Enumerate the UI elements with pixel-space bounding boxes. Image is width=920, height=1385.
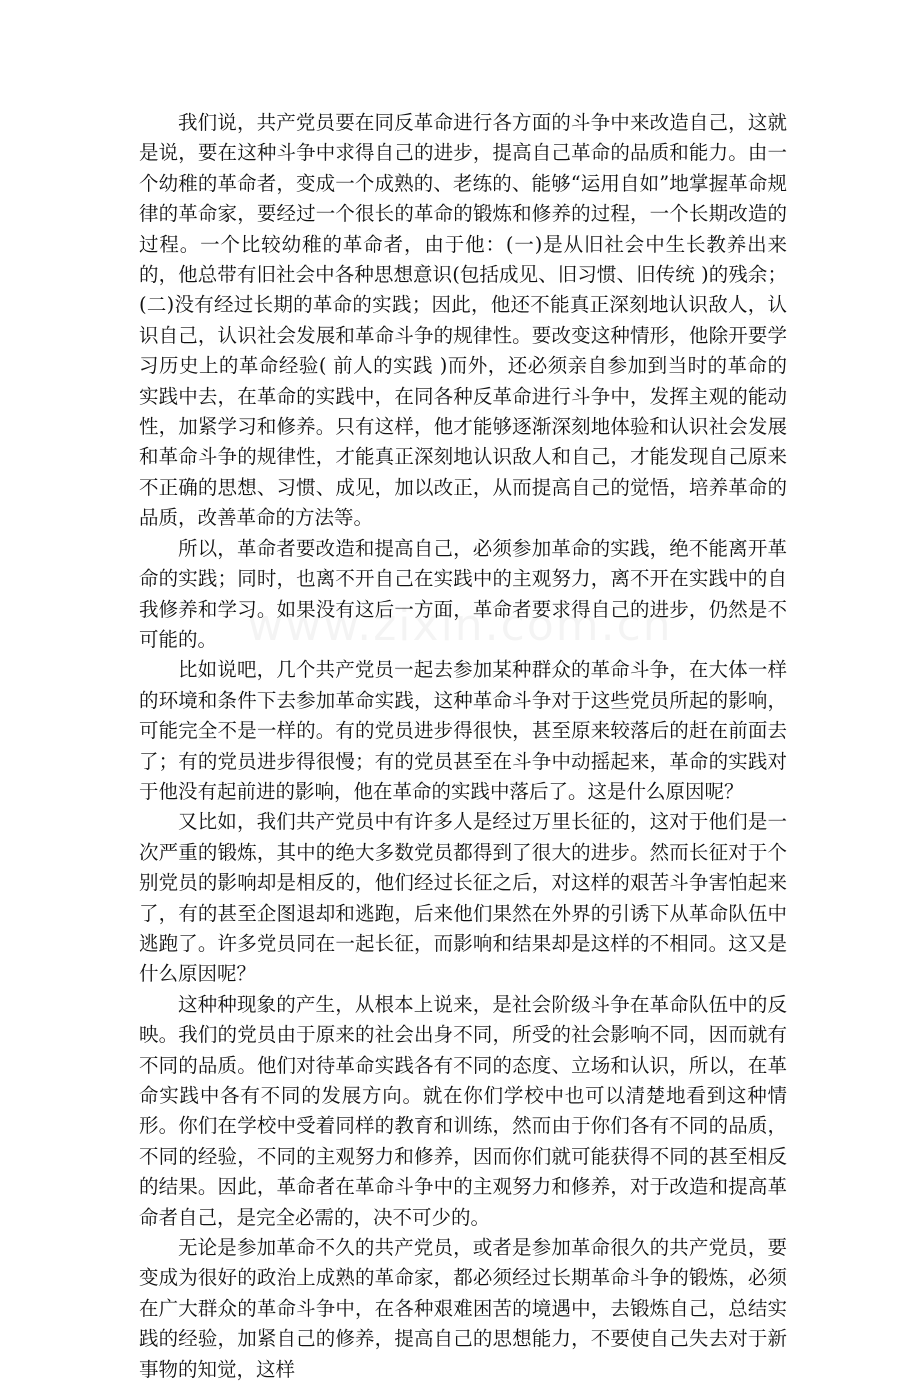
paragraph-1: 我们说，共产党员要在同反革命进行各方面的斗争中来改造自己，这就是说，要在这种斗争中求得自己的进步，提高自己革命的品质和能力。由一个幼稚的革命者，变成一个成熟的、老练的、能够“运用自如”地掌握革命规律的革命家，要经过一个很长的革命的锻炼和修养的过程，一个长期改造的过程。一个比较幼稚的革命者，由于他：(一)是从旧社会中生长教养出来的，他总带有旧社会中各种思想意识(包括成见、旧习惯、旧传统 )的残余；(二)没有经过长期的革命的实践；因此，他还不能真正深刻地认识敌人，认识自己，认识社会发展和革命斗争的规律性。要改变这种情形，他除开要学习历史上的革命经验( 前人的实践 )而外，还必须亲自参加到当时的革命的实践中去，在革命的实践中，在同各种反革命进行斗争中，发挥主观的能动性，加紧学习和修养。只有这样，他才能够逐渐深刻地体验和认识社会发展和革命斗争的规律性，才能真正深刻地认识敌人和自己，才能发现自己原来不正确的思想、习惯、成见，加以改正，从而提高自己的觉悟，培养革命的品质，改善革命的方法等。: [139, 111, 787, 530]
paragraph-4: 又比如，我们共产党员中有许多人是经过万里长征的，这对于他们是一次严重的锻炼，其中的绝大多数党员都得到了很大的进步。然而长征对于个别党员的影响却是相反的，他们经过长征之后，对这样的艰苦斗争害怕起来了，有的甚至企图退却和逃跑，后来他们果然在外界的引诱下从革命队伍中逃跑了。许多党员同在一起长征，而影响和结果却是这样的不相同。这又是什么原因呢？: [139, 810, 787, 986]
document-body: [139, 108, 787, 1385]
paragraph-5: 这种种现象的产生，从根本上说来，是社会阶级斗争在革命队伍中的反映。我们的党员由于原来的社会出身不同，所受的社会影响不同，因而就有不同的品质。他们对待革命实践各有不同的态度、立场和认识，所以，在革命实践中各有不同的发展方向。就在你们学校中也可以清楚地看到这种情形。你们在学校中受着同样的教育和训练，然而由于你们各有不同的品质，不同的经验，不同的主观努力和修养，因而你们就可能获得不同的甚至相反的结果。因此，革命者在革命斗争中的主观努力和修养，对于改造和提高革命者自己，是完全必需的，决不可少的。: [139, 992, 787, 1229]
paragraph-2: 所以，革命者要改造和提高自己，必须参加革命的实践，绝不能离开革命的实践；同时，也离不开自己在实践中的主观努力，离不开在实践中的自我修养和学习。如果没有这后一方面，革命者要求得自己的进步，仍然是不可能的。: [139, 536, 787, 651]
paragraph-3: 比如说吧，几个共产党员一起去参加某种群众的革命斗争，在大体一样的环境和条件下去参加革命实践，这种革命斗争对于这些党员所起的影响，可能完全不是一样的。有的党员进步得很快，甚至原来较落后的赶在前面去了；有的党员进步得很慢；有的党员甚至在斗争中动摇起来，革命的实践对于他没有起前进的影响，他在革命的实践中落后了。这是什么原因呢？: [139, 658, 787, 803]
paragraph-6: 无论是参加革命不久的共产党员，或者是参加革命很久的共产党员，要变成为很好的政治上成熟的革命家，都必须经过长期革命斗争的锻炼，必须在广大群众的革命斗争中，在各种艰难困苦的境遇中，去锻炼自己，总结实践的经验，加紧自己的修养，提高自己的思想能力，不要使自己失去对于新事物的知觉，这样: [139, 1236, 787, 1381]
